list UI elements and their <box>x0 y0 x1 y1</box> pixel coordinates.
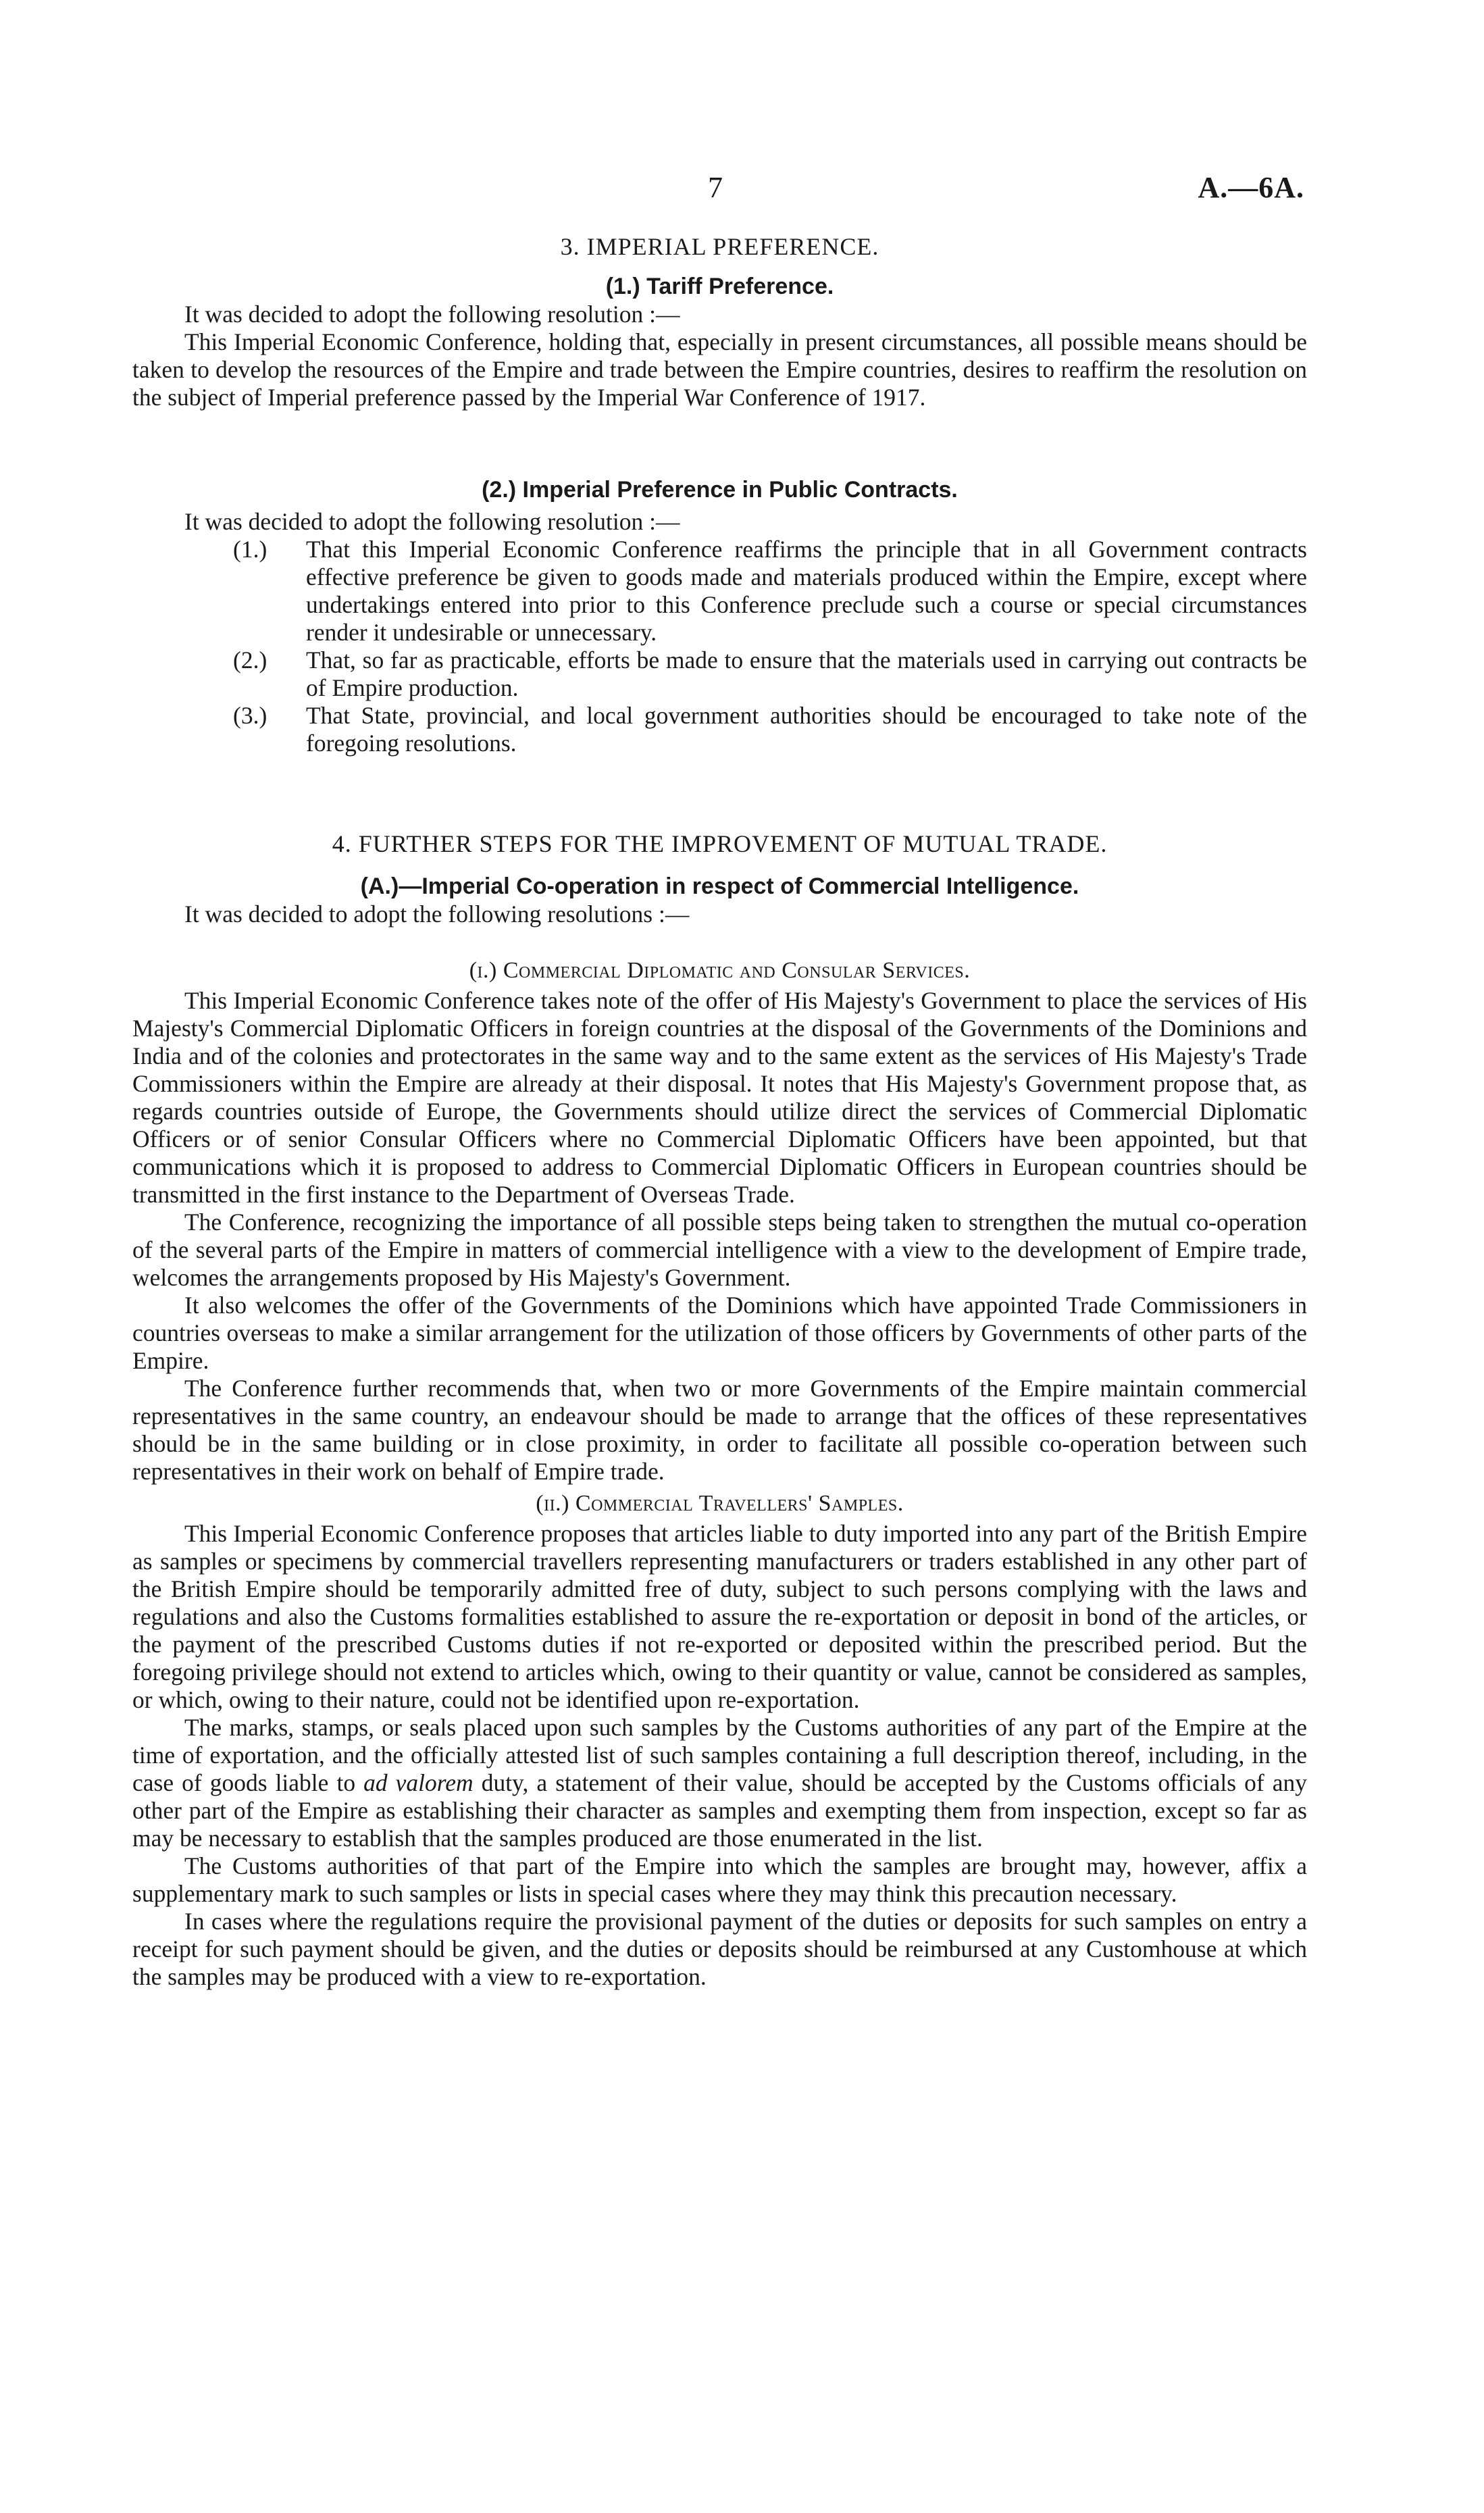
paragraph: It also welcomes the offer of the Governments of the Dominions which have appointed Trade Commissioners in countries overseas to make a similar arrangement for the utilization of those officers by Governments of other parts of the Empire. <box>132 1292 1307 1374</box>
tariff-preference-heading: (1.) Tariff Preference. <box>605 274 834 299</box>
resolution-item <box>132 702 1307 757</box>
paragraph-text: The marks, stamps, or seals placed upon such samples by the Customs authorities of any part of the Empire at the time of exportation, and the officially attested list of such samples containing a full description thereof, including, in the case of goods liable to <box>132 1714 1307 1796</box>
paragraph: The Customs authorities of that part of the Empire into which the samples are brought may, however, affix a supplementary mark to such samples or lists in special cases where they may think this precaution necessary. <box>132 1852 1307 1907</box>
resolution-number: (1.) <box>233 536 267 563</box>
resolution-number: (3.) <box>233 702 267 729</box>
section-3-heading: 3. IMPERIAL PREFERENCE. <box>560 233 879 260</box>
paragraph: This Imperial Economic Conference proposes that articles liable to duty imported into any part of the British Empire as samples or specimens by commercial travellers representing manufacturers or traders established in any other part of the British Empire should be temporarily admitted free of duty, subject to such persons complying with the laws and regulations and also the Customs formalities established to assure the re-exportation or deposit in bond of the articles, or the payment of the prescribed Customs duties if not re-exported or deposited within the prescribed period. But the foregoing privilege should not extend to articles which, owing to their quantity or value, cannot be considered as samples, or which, owing to their nature, could not be identified upon re-exportation. <box>132 1520 1307 1713</box>
tariff-preference-resolution: This Imperial Economic Conference, holding that, especially in present circumstances, all possible means should be taken to develop the resources of the Empire and trade between the Empire countries, desires to reaffirm the resolution on the subject of Imperial preference passed by the Imperial War Conference of 1917. <box>132 328 1307 411</box>
ad-valorem-italic: ad valorem <box>363 1769 474 1796</box>
page-body <box>132 233 1307 1991</box>
resolution-text: That this Imperial Economic Conference reaffirms the principle that in all Government contracts effective preference be given to goods made and materials produced within the Empire, except where undertakings entered into prior to this Conference preclude such a course or special circumstances render it undesirable or unnecessary. <box>306 536 1307 646</box>
public-contracts-heading: (2.) Imperial Preference in Public Contracts. <box>482 477 958 503</box>
resolution-item <box>132 536 1307 646</box>
paragraph <box>132 1714 1307 1852</box>
diplomatic-services-heading: (i.) Commercial Diplomatic and Consular Services. <box>469 958 971 983</box>
tariff-preference-intro: It was decided to adopt the following resolution :— <box>184 301 680 328</box>
resolution-text: That State, provincial, and local government authorities should be encouraged to take note of the foregoing resolutions. <box>306 702 1307 757</box>
paragraph: The Conference further recommends that, when two or more Governments of the Empire maintain commercial representatives in the same country, an endeavour should be made to arrange that the offices of these representatives should be in the same building or in close proximity, in order to facilitate all possible co-operation between such representatives in their work on behalf of Empire trade. <box>132 1375 1307 1485</box>
page-header <box>0 170 1484 218</box>
paragraph-text: duty, a statement of their value, should be accepted by the Customs officials of any other part of the Empire as establishing their character as samples and exempting them from inspection, except so far as may be necessary to establish that the samples produced are those enumerated in the list. <box>132 1769 1307 1852</box>
travellers-samples-heading: (ii.) Commercial Travellers' Samples. <box>536 1491 904 1516</box>
paragraph: In cases where the regulations require the provisional payment of the duties or deposits for such samples on entry a receipt for such payment should be given, and the duties or deposits should be reimbursed at any Customhouse at which the samples may be produced with a view to re-exportation. <box>132 1908 1307 1990</box>
document-code: A.—6A. <box>1198 171 1304 204</box>
page-number: 7 <box>708 171 723 204</box>
resolution-item <box>132 646 1307 702</box>
public-contracts-intro: It was decided to adopt the following resolution :— <box>184 508 680 535</box>
resolution-text: That, so far as practicable, efforts be made to ensure that the materials used in carrying out contracts be of Empire production. <box>306 646 1307 701</box>
commercial-intelligence-intro: It was decided to adopt the following resolutions :— <box>184 900 690 928</box>
section-4-heading: 4. FURTHER STEPS FOR THE IMPROVEMENT OF MUTUAL TRADE. <box>332 830 1108 857</box>
paragraph: The Conference, recognizing the importance of all possible steps being taken to strengthen the mutual co-operation of the several parts of the Empire in matters of commercial intelligence with a view to the development of Empire trade, welcomes the arrangements proposed by His Majesty's Government. <box>132 1209 1307 1291</box>
paragraph: This Imperial Economic Conference takes note of the offer of His Majesty's Government to place the services of His Majesty's Commercial Diplomatic Officers in foreign countries at the disposal of the Governments of the Dominions and India and of the colonies and protectorates in the same way and to the same extent as the services of His Majesty's Trade Commissioners within the Empire are already at their disposal. It notes that His Majesty's Government propose that, as regards countries outside of Europe, the Governments should utilize direct the services of Commercial Diplomatic Officers or of senior Consular Officers where no Commercial Diplomatic Officers have been appointed, but that communications which it is proposed to address to Commercial Diplomatic Officers in European countries should be transmitted in the first instance to the Department of Overseas Trade. <box>132 987 1307 1208</box>
commercial-intelligence-heading: (A.)—Imperial Co-operation in respect of Commercial Intelligence. <box>360 873 1079 899</box>
resolution-number: (2.) <box>233 646 267 674</box>
